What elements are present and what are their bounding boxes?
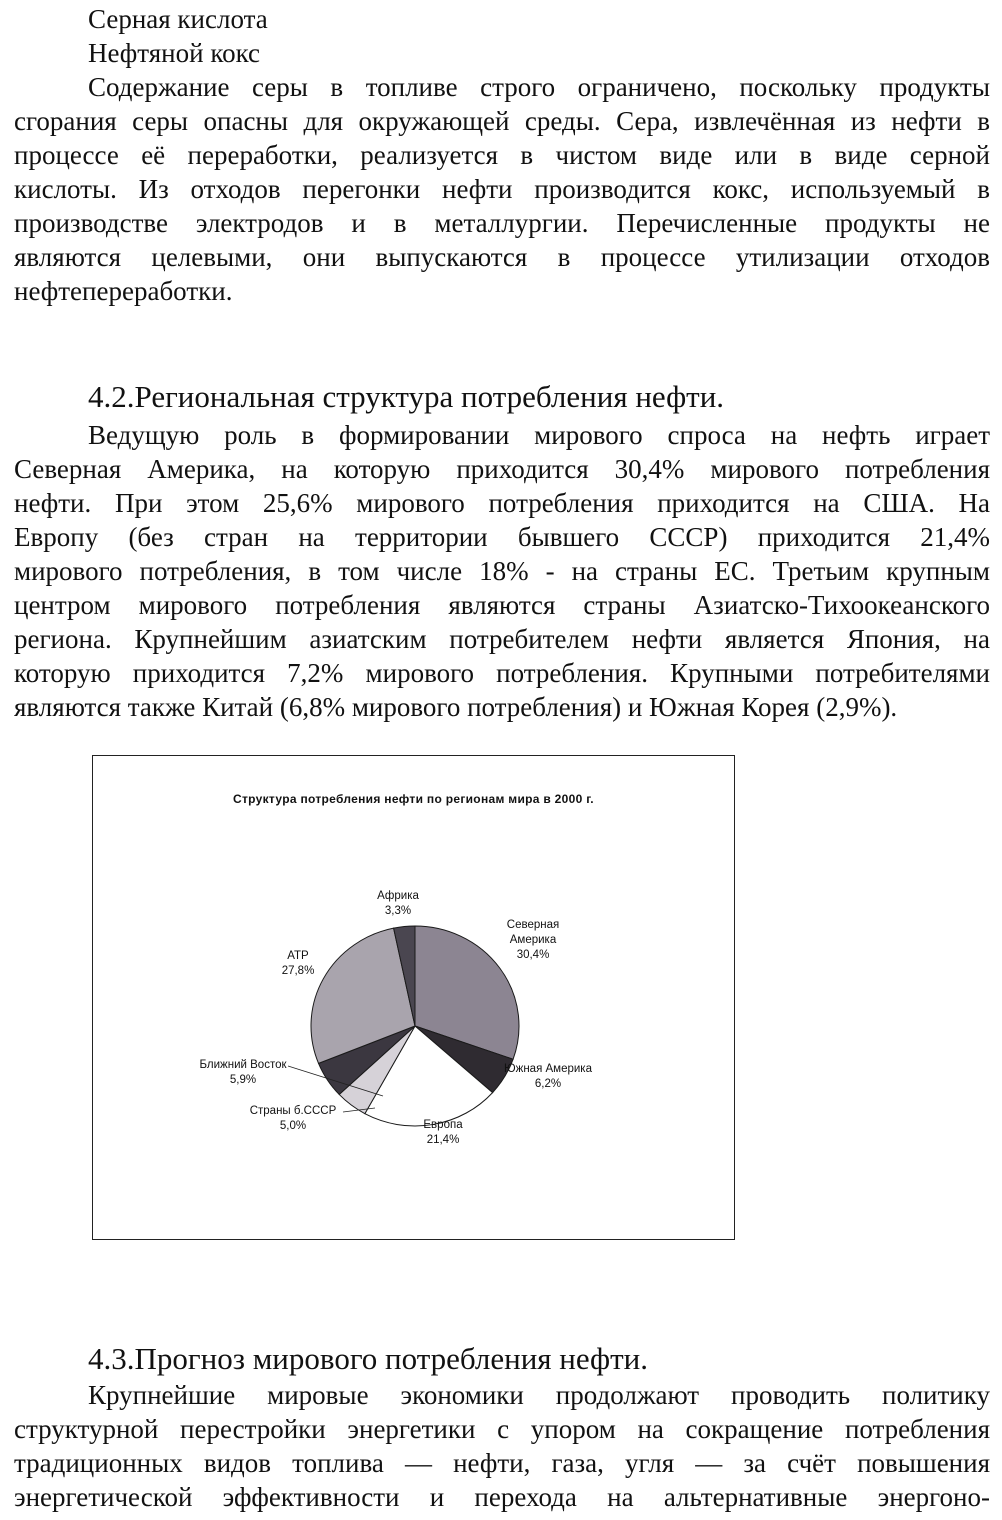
- text-line: нефти. При этом 25,6% мирового потребления приходится на США. На: [14, 488, 990, 518]
- text-line: процессе её переработки, реализуется в чистом виде или в виде серной: [14, 140, 990, 170]
- section-heading-4-3: 4.3.Прогноз мирового потребления нефти.: [88, 1341, 648, 1376]
- text-line: сгорания серы опасны для окружающей среды. Сера, извлечённая из нефти в: [14, 106, 990, 136]
- slice-label: Европа 21,4%: [423, 1119, 463, 1146]
- chart-title: Структура потребления нефти по регионам мира в 2000 г.: [233, 792, 594, 806]
- pie-chart: [93, 756, 733, 1238]
- slice-label: АТР 27,8%: [281, 950, 315, 977]
- slice-label: Ближний Восток 5,9%: [199, 1059, 287, 1086]
- slice-label: Южная Америка 6,2%: [504, 1063, 592, 1090]
- text-line: мирового потребления, в том числе 18% - на страны ЕС. Третьим крупным: [14, 556, 990, 586]
- text-line: региона. Крупнейшим азиатским потребителем нефти является Япония, на: [14, 624, 990, 654]
- text-line: Крупнейшие мировые экономики продолжают проводить политику: [88, 1380, 990, 1410]
- slice-label: Страны б.СССР 5,0%: [249, 1105, 337, 1132]
- intro-line-2: Нефтяной кокс: [88, 38, 260, 68]
- text-line: которую приходится 7,2% мирового потребления. Крупными потребителями: [14, 658, 990, 688]
- pie-chart-frame: [92, 755, 735, 1240]
- text-line: структурной перестройки энергетики с упором на сокращение потребления: [14, 1414, 990, 1444]
- text-line: Содержание серы в топливе строго ограничено, поскольку продукты: [88, 72, 990, 102]
- text-line: Ведущую роль в формировании мирового спроса на нефть играет: [88, 420, 990, 450]
- text-line: Европу (без стран на территории бывшего СССР) приходится 21,4%: [14, 522, 990, 552]
- text-line: энергетической эффективности и перехода на альтернативные энергоно-: [14, 1482, 990, 1512]
- text-line: центром мирового потребления являются страны Азиатско-Тихоокеанского: [14, 590, 990, 620]
- intro-line-1: Серная кислота: [88, 4, 268, 34]
- section-heading-4-2: 4.2.Региональная структура потребления нефти.: [88, 379, 725, 414]
- text-line: Северная Америка, на которую приходится 30,4% мирового потребления: [14, 454, 990, 484]
- text-line: производстве электродов и в металлургии. Перечисленные продукты не: [14, 208, 990, 238]
- text-line: являются целевыми, они выпускаются в процессе утилизации отходов: [14, 242, 990, 272]
- text-line: кислоты. Из отходов перегонки нефти производится кокс, используемый в: [14, 174, 990, 204]
- slice-label: Африка 3,3%: [377, 890, 419, 917]
- slice-label: Северная Америка 30,4%: [506, 919, 560, 961]
- text-line: являются также Китай (6,8% мирового потребления) и Южная Корея (2,9%).: [14, 692, 898, 722]
- text-line: нефтепереработки.: [14, 276, 233, 306]
- text-line: традиционных видов топлива — нефти, газа, угля — за счёт повышения: [14, 1448, 990, 1478]
